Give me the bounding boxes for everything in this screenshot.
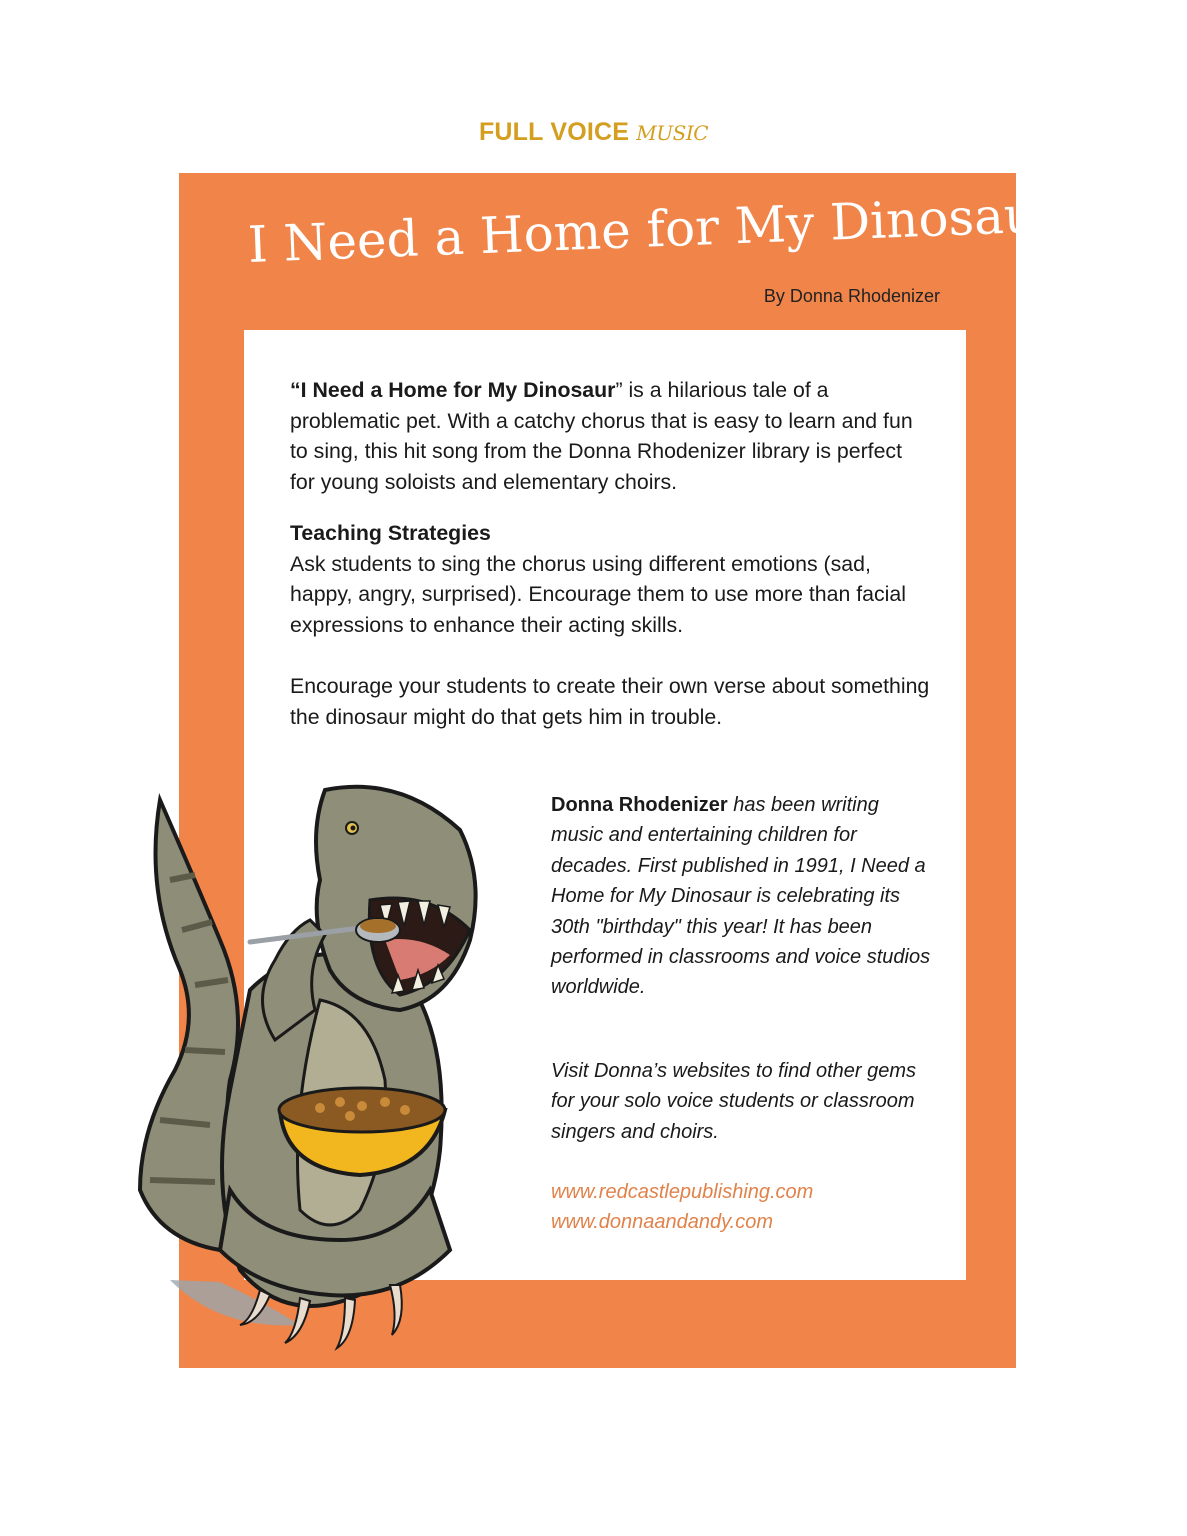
author-bio-text: has been writing music and entertaining children for decades. First published in 1991, I Need a Home for My Dinosaur is celebrating its 30th "birthday" this year! It has been performed in classrooms and voice studios worldwide. (551, 794, 931, 999)
teaching-strategies-section (290, 518, 930, 640)
teaching-strategies-text: Ask students to sing the chorus using different emotions (sad, happy, angry, surprised). Encourage them to use more than facial expressions to enhance their acting skills. (290, 551, 906, 637)
website-links (551, 1177, 931, 1238)
song-title: “I Need a Home for My Dinosaur (290, 378, 616, 402)
page-title: I Need a Home for My Dinosaur (246, 184, 1061, 274)
dinosaur-illustration (100, 770, 540, 1390)
teaching-strategies-heading: Teaching Strategies (290, 521, 491, 545)
author-name: Donna Rhodenizer (551, 794, 728, 816)
brand-suffix: MUSIC (636, 121, 709, 145)
brand-name: FULL VOICE (478, 118, 630, 146)
author-bio (551, 790, 931, 1003)
visit-paragraph: Visit Donna’s websites to find other gems for your solo voice students or classroom singers and choirs. (551, 1060, 917, 1143)
brand-logo (0, 118, 1187, 147)
intro-text: ” is a hilarious tale of a problematic pet. With a catchy chorus that is easy to learn and fun to sing, this hit song from the Donna Rhodenizer library is perfect for young soloists and elementary choirs. (290, 378, 913, 494)
byline: By Donna Rhodenizer (763, 286, 940, 306)
link-redcastle[interactable]: www.redcastlepublishing.com (551, 1181, 814, 1203)
intro-paragraph (290, 375, 930, 497)
link-donnaandandy[interactable]: www.donnaandandy.com (551, 1211, 773, 1234)
verse-paragraph: Encourage your students to create their own verse about something the dinosaur might do that gets him in trouble. (290, 674, 930, 729)
